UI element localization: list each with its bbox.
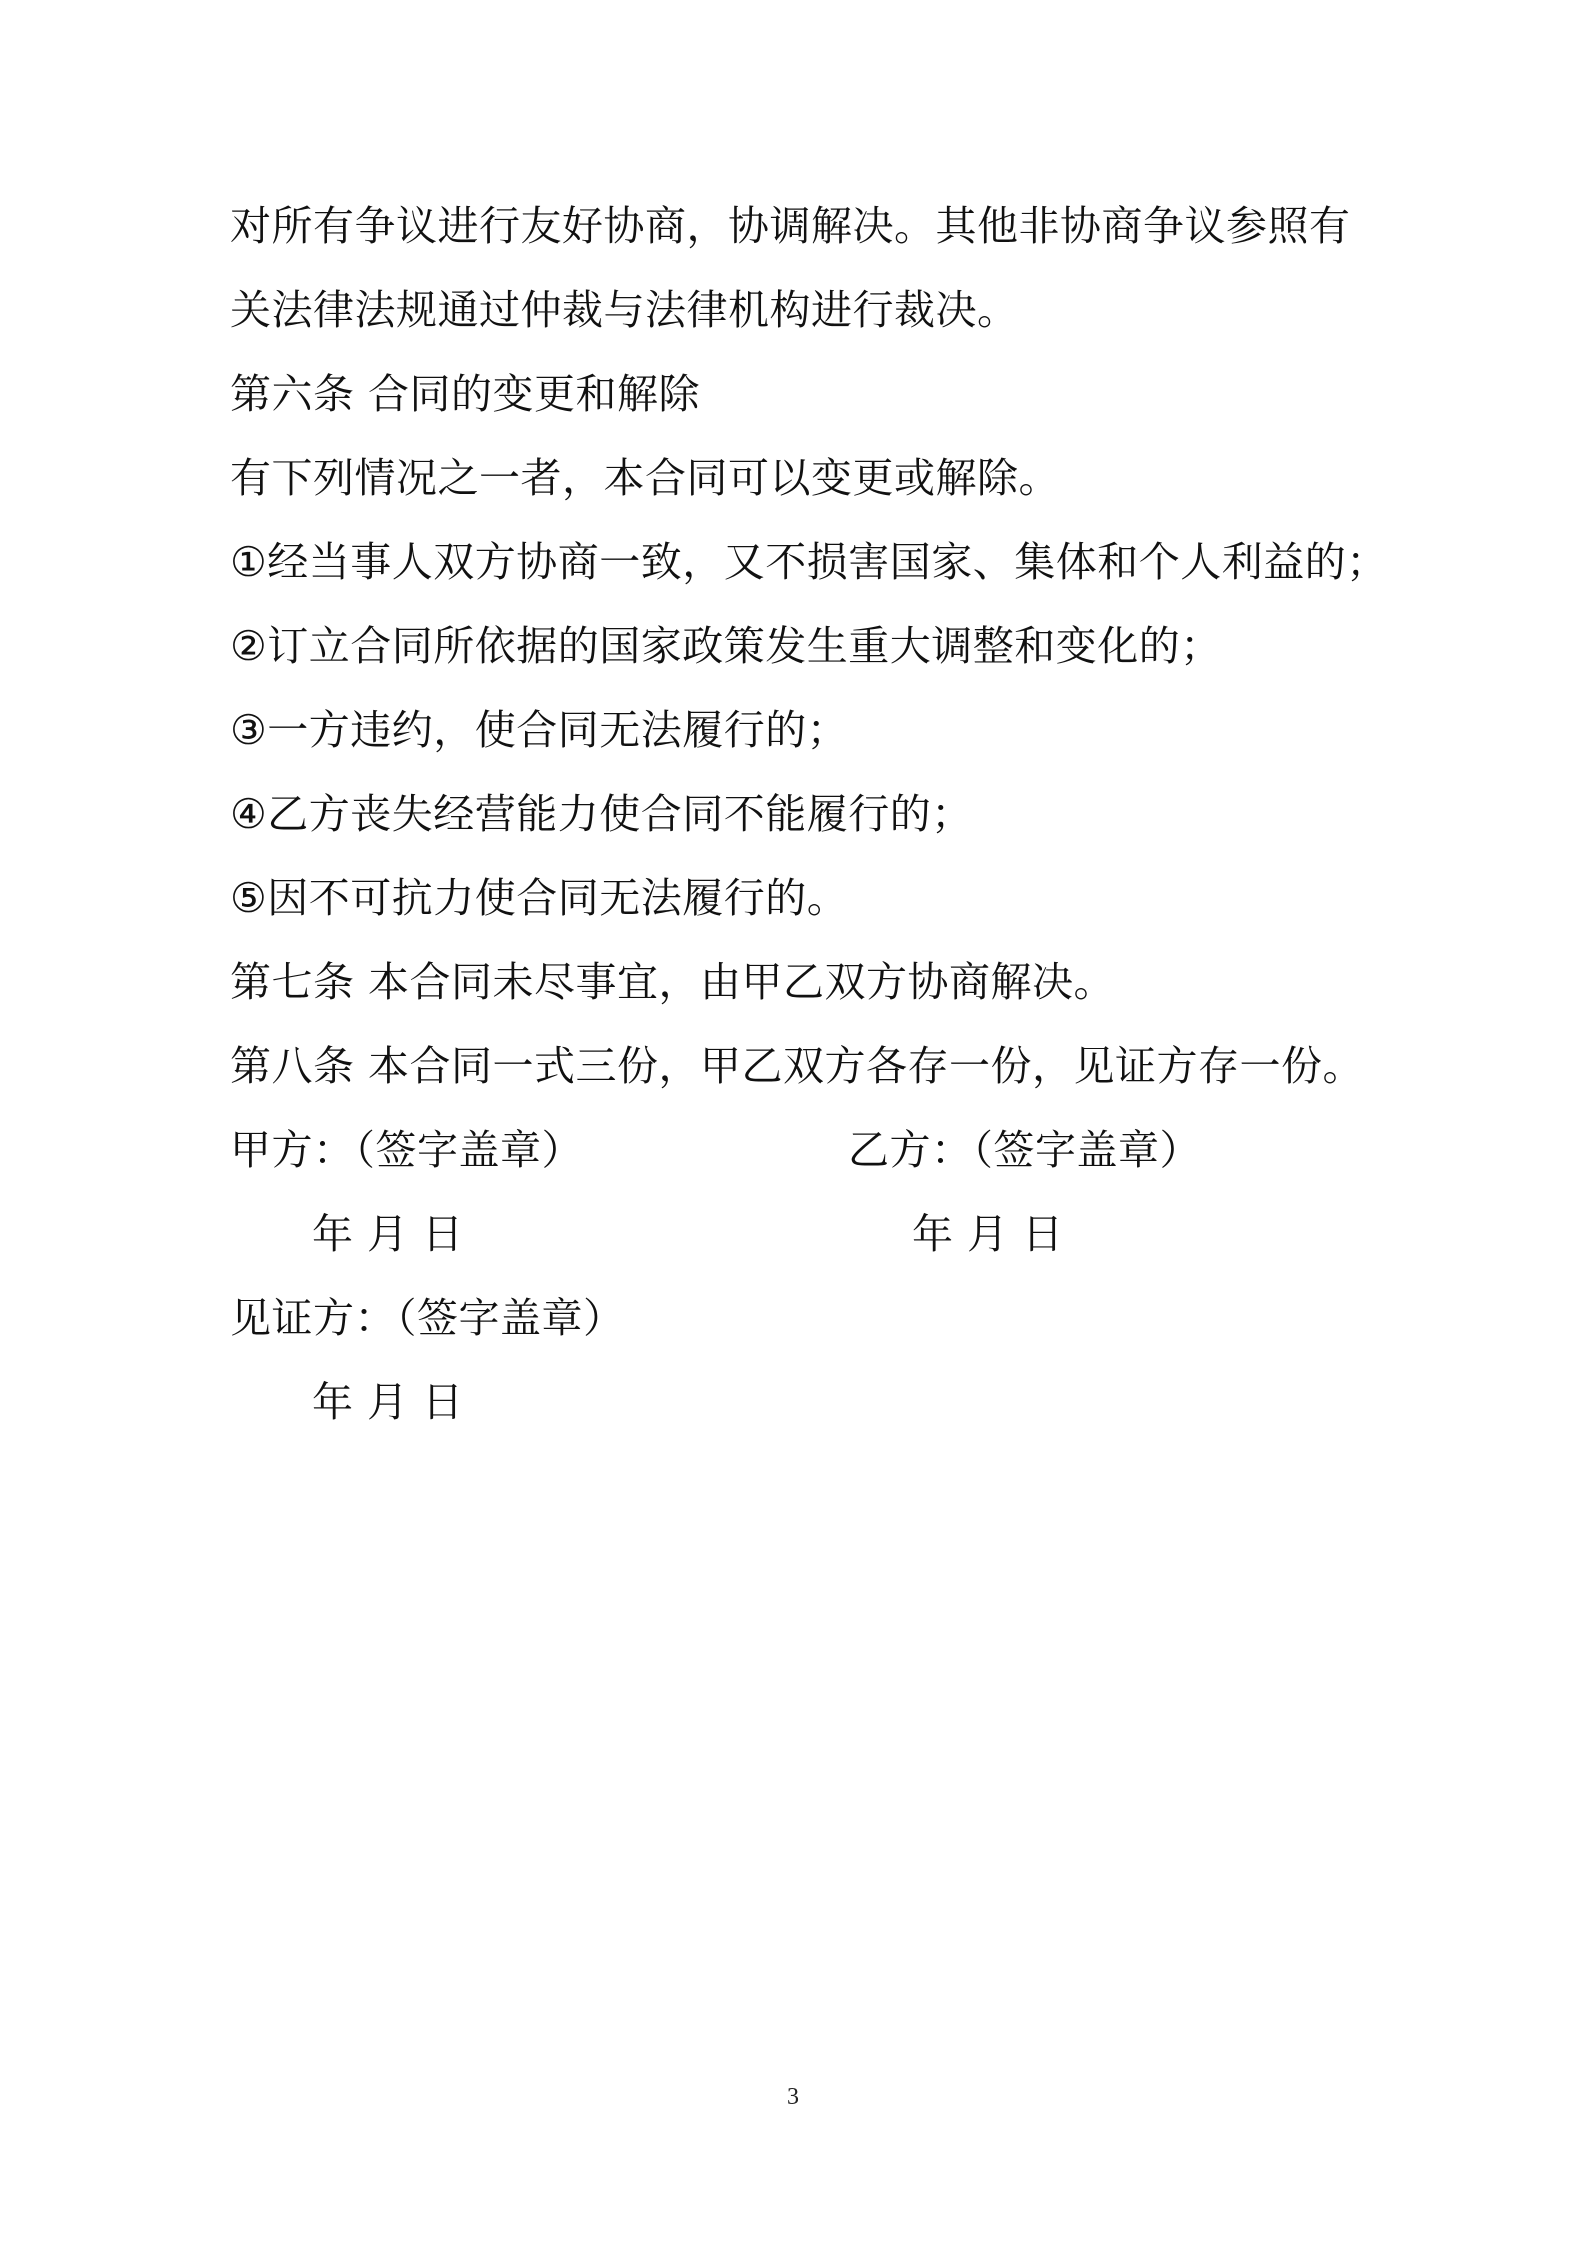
article-eight: 第八条 本合同一式三份，甲乙双方各存一份，见证方存一份。 bbox=[230, 1042, 1365, 1090]
party-b-signature: 乙方：（签字盖章） bbox=[848, 1126, 1201, 1174]
witness-signature: 见证方：（签字盖章） bbox=[230, 1294, 625, 1342]
article-seven: 第七条 本合同未尽事宜，由甲乙双方协商解决。 bbox=[230, 958, 1116, 1006]
article-six-intro: 有下列情况之一者，本合同可以变更或解除。 bbox=[230, 454, 1060, 502]
paragraph-line-arbitration: 关法律法规通过仲裁与法律机构进行裁决。 bbox=[230, 286, 1019, 334]
clause-item-5: ⑤因不可抗力使合同无法履行的。 bbox=[230, 874, 849, 922]
clause-item-1: ①经当事人双方协商一致，又不损害国家、集体和个人利益的； bbox=[230, 538, 1388, 586]
page-number: 3 bbox=[787, 2084, 799, 2110]
party-a-signature: 甲方：（签字盖章） bbox=[230, 1126, 583, 1174]
witness-date: 年 月 日 bbox=[312, 1378, 464, 1426]
paragraph-line-dispute: 对所有争议进行友好协商，协调解决。其他非协商争议参照有 bbox=[230, 202, 1351, 250]
clause-item-3: ③一方违约，使合同无法履行的； bbox=[230, 706, 849, 754]
article-six-heading: 第六条 合同的变更和解除 bbox=[230, 370, 701, 418]
party-a-date: 年 月 日 bbox=[312, 1210, 464, 1258]
party-b-date: 年 月 日 bbox=[912, 1210, 1064, 1258]
clause-item-4: ④乙方丧失经营能力使合同不能履行的； bbox=[230, 790, 973, 838]
clause-item-2: ②订立合同所依据的国家政策发生重大调整和变化的； bbox=[230, 622, 1222, 670]
